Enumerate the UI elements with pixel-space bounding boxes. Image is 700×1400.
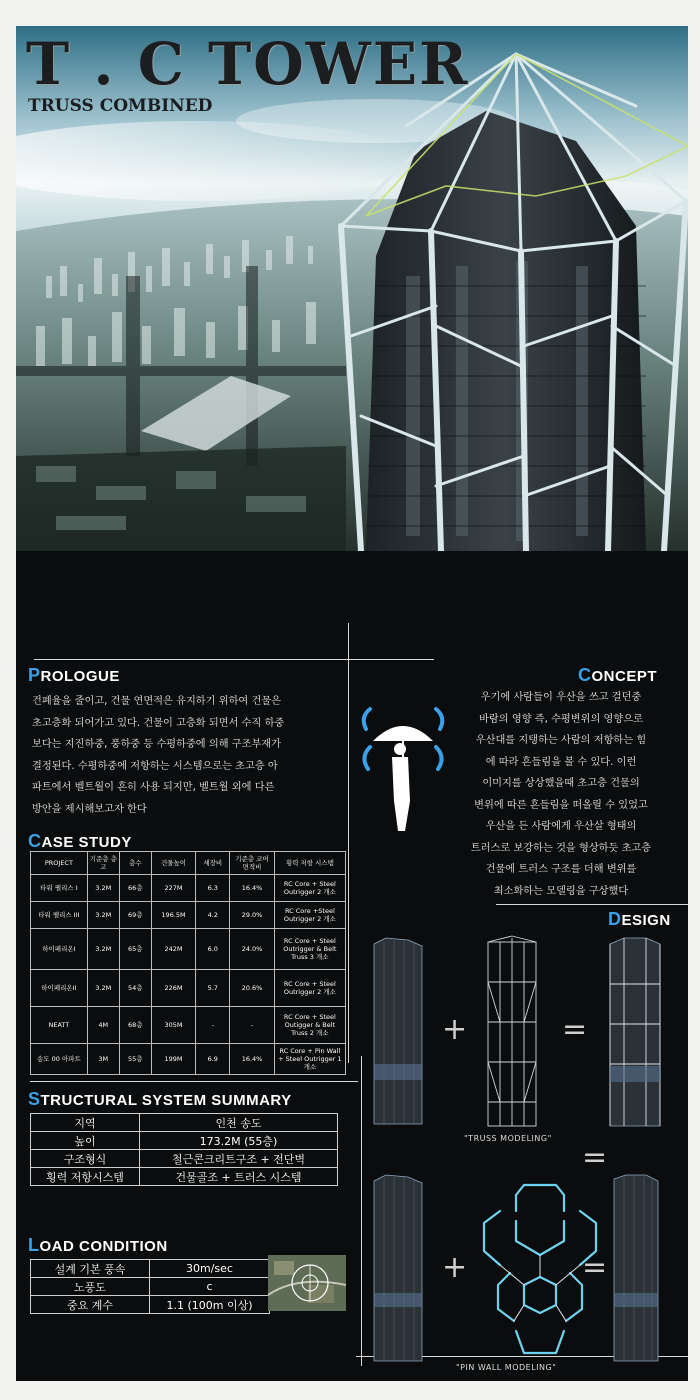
concept-line: 최소화하는 모델링을 구상했다	[493, 885, 629, 897]
base-tower-model-2	[368, 1173, 428, 1363]
concept-heading-rest: ONCEPT	[591, 668, 658, 685]
concept-line: 우산대를 지탱하는 사람의 저항하는 힘	[475, 735, 647, 746]
divider-horizontal-design	[496, 904, 688, 905]
table-cell: 타워 팰리스 I	[31, 875, 88, 902]
table-cell: 5.7	[196, 970, 230, 1007]
design-heading	[608, 909, 671, 930]
table-cell: 66층	[119, 875, 151, 902]
table-cell: 3.2M	[87, 902, 119, 929]
equals-operator: =	[562, 1012, 588, 1047]
pin-wall-tower-result-model	[608, 1173, 664, 1363]
site-map-image	[268, 1255, 346, 1311]
table-row	[31, 1132, 338, 1150]
prologue-line: 초고층화 되어가고 있다. 건물이 고층화 되면서 수직 하중	[32, 717, 285, 729]
divider-horizontal-mid	[30, 1081, 358, 1082]
table-label: 지역	[31, 1114, 140, 1132]
table-cell: 54층	[119, 970, 151, 1007]
prologue-heading-rest: ROLOGUE	[40, 668, 120, 685]
truss-tower-result-model	[604, 934, 666, 1128]
concept-line: 바람의 영향 즉, 수평변위의 영향으로	[479, 713, 643, 725]
table-cell: 3.2M	[87, 875, 119, 902]
concept-line: 에 따라 흔들림을 볼 수 있다. 이런	[485, 756, 637, 768]
structural-summary-table	[30, 1113, 338, 1186]
table-cell: NEATT	[31, 1007, 88, 1044]
table-label: 구조형식	[31, 1150, 140, 1168]
case-study-heading	[28, 831, 132, 852]
concept-heading	[578, 665, 657, 686]
table-cell: RC Core + Steel Outrigger & Belt Truss 3 개소	[274, 929, 345, 970]
page-subtitle: TRUSS COMBINED	[28, 96, 213, 116]
table-cell: 16.4%	[230, 875, 274, 902]
umbrella-person-icon	[358, 701, 448, 841]
table-cell: 16.4%	[230, 1044, 274, 1075]
load-condition-heading	[28, 1235, 168, 1256]
concept-line: 이미지를 상상했을때 초고층 건물의	[482, 778, 640, 789]
divider-vertical-right	[361, 1056, 362, 1366]
design-heading-rest: ESIGN	[621, 912, 671, 929]
table-row	[31, 1296, 270, 1314]
table-cell: RC Core + Steel Outrigger 2 개소	[274, 875, 345, 902]
table-row	[31, 1150, 338, 1168]
concept-line: 트러스로 보강하는 것을 형상하듯 초고층	[470, 842, 652, 854]
concept-line: 건물에 트러스 구조를 더해 변위를	[485, 864, 637, 875]
table-cell: 6.3	[196, 875, 230, 902]
prologue-text	[32, 691, 284, 820]
poster	[16, 26, 688, 1381]
table-label: 횡력 저항시스템	[31, 1168, 140, 1186]
table-row	[31, 970, 346, 1007]
table-cell: 196.5M	[151, 902, 195, 929]
table-cell: 65층	[119, 929, 151, 970]
column-header: PROJECT	[31, 852, 88, 875]
divider-horizontal-top	[34, 659, 434, 660]
prologue-line: 건폐율을 줄이고, 건물 연면적은 유지하기 위하여 건물은	[32, 696, 282, 707]
column-header: 세장비	[196, 852, 230, 875]
concept-line: 변위에 따른 흔들림을 떠올릴 수 있었고	[474, 799, 648, 811]
prologue-line: 방안을 제시해보고자 한다	[32, 803, 147, 815]
structural-summary-heading	[28, 1089, 292, 1110]
table-cell: 29.0%	[230, 902, 274, 929]
table-row	[31, 1260, 270, 1278]
plus-operator: +	[442, 1250, 468, 1285]
table-value: 30m/sec	[150, 1260, 270, 1278]
structural-summary-heading-initial: S	[28, 1089, 41, 1109]
table-cell: 6.9	[196, 1044, 230, 1075]
table-cell: 하이페리온II	[31, 970, 88, 1007]
case-study-heading-initial: C	[28, 831, 42, 851]
table-row	[31, 1044, 346, 1075]
plus-operator: +	[442, 1012, 468, 1047]
table-value: 철근콘크리트구조 + 전단벽	[140, 1150, 338, 1168]
pin-wall-modeling-caption: "PIN WALL MODELING"	[456, 1363, 557, 1372]
table-cell: 4M	[87, 1007, 119, 1044]
column-header: 기준층 층고	[87, 852, 119, 875]
table-cell: RC Core + Steel Outrigger 2 개소	[274, 970, 345, 1007]
column-header: 횡력 저항 시스템	[274, 852, 345, 875]
table-row	[31, 1168, 338, 1186]
divider-vertical-left	[348, 623, 349, 1063]
load-condition-heading-initial: L	[28, 1235, 40, 1255]
table-row	[31, 1278, 270, 1296]
column-header: 건물높이	[151, 852, 195, 875]
table-row	[31, 902, 346, 929]
concept-line: 우산을 든 사람에게 우산살 형태의	[485, 821, 637, 832]
table-cell: 55층	[119, 1044, 151, 1075]
equals-operator: =	[582, 1140, 608, 1175]
info-panel	[16, 551, 688, 1381]
column-header: 기준층 코어 면적비	[230, 852, 274, 875]
table-cell: RC Core + Pin Wall + Steel Outrigger 1 개소	[274, 1044, 345, 1075]
table-label: 노풍도	[31, 1278, 150, 1296]
concept-heading-initial: C	[578, 665, 592, 685]
table-cell: 3M	[87, 1044, 119, 1075]
table-cell: 226M	[151, 970, 195, 1007]
table-cell: RC Core + Steel Outigger & Belt Truss 2 개소	[274, 1007, 345, 1044]
table-cell: -	[230, 1007, 274, 1044]
truss-modeling-caption: "TRUSS MODELING"	[464, 1134, 552, 1143]
column-header: 층수	[119, 852, 151, 875]
table-row	[31, 1114, 338, 1132]
table-value: c	[150, 1278, 270, 1296]
table-cell: 하이페리온I	[31, 929, 88, 970]
table-value: 1.1 (100m 이상)	[150, 1296, 270, 1314]
table-cell: 20.6%	[230, 970, 274, 1007]
base-tower-model	[368, 936, 428, 1126]
table-cell: 242M	[151, 929, 195, 970]
load-condition-heading-rest: OAD CONDITION	[39, 1238, 168, 1255]
hero-rendering	[16, 26, 688, 551]
prologue-line: 파트에서 벨트월이 흔히 사용 되지만, 벨트월 외에 다른	[32, 782, 275, 793]
table-label: 중요 계수	[31, 1296, 150, 1314]
table-row	[31, 1007, 346, 1044]
table-label: 설계 기본 풍속	[31, 1260, 150, 1278]
table-cell: RC Core +Steel Outrigger 2 개소	[274, 902, 345, 929]
design-heading-initial: D	[608, 909, 622, 929]
table-cell: 199M	[151, 1044, 195, 1075]
table-value: 인천 송도	[140, 1114, 338, 1132]
equals-operator: =	[582, 1250, 608, 1285]
concept-text	[446, 687, 676, 902]
table-cell: 69층	[119, 902, 151, 929]
prologue-line: 보다는 지진하중, 풍하중 등 수평하중에 의해 구조부재가	[32, 739, 282, 750]
structural-summary-heading-rest: TRUCTURAL SYSTEM SUMMARY	[40, 1092, 292, 1109]
load-condition-table	[30, 1259, 270, 1314]
table-cell: 305M	[151, 1007, 195, 1044]
prologue-heading	[28, 665, 120, 686]
table-cell: 송도 00 아파트	[31, 1044, 88, 1075]
concept-line: 우기에 사람들이 우산을 쓰고 걸던중	[480, 692, 642, 703]
table-cell: 타워 팰리스 III	[31, 902, 88, 929]
table-value: 173.2M (55층)	[140, 1132, 338, 1150]
prologue-line: 결정된다. 수평하중에 저항하는 시스템으로는 초고층 아	[32, 760, 278, 772]
table-cell: 68층	[119, 1007, 151, 1044]
truss-model	[482, 934, 542, 1128]
page-title: T . C TOWER	[26, 30, 470, 98]
table-label: 높이	[31, 1132, 140, 1150]
table-cell: 24.0%	[230, 929, 274, 970]
table-cell: 6.0	[196, 929, 230, 970]
case-study-table	[30, 851, 346, 1075]
table-row	[31, 875, 346, 902]
table-cell: 3.2M	[87, 929, 119, 970]
table-cell: 4.2	[196, 902, 230, 929]
table-value: 건물골조 + 트러스 시스템	[140, 1168, 338, 1186]
table-cell: -	[196, 1007, 230, 1044]
table-cell: 227M	[151, 875, 195, 902]
table-row	[31, 929, 346, 970]
table-cell: 3.2M	[87, 970, 119, 1007]
prologue-heading-initial: P	[28, 665, 41, 685]
table-header-row	[31, 852, 346, 875]
case-study-heading-rest: ASE STUDY	[41, 834, 132, 851]
